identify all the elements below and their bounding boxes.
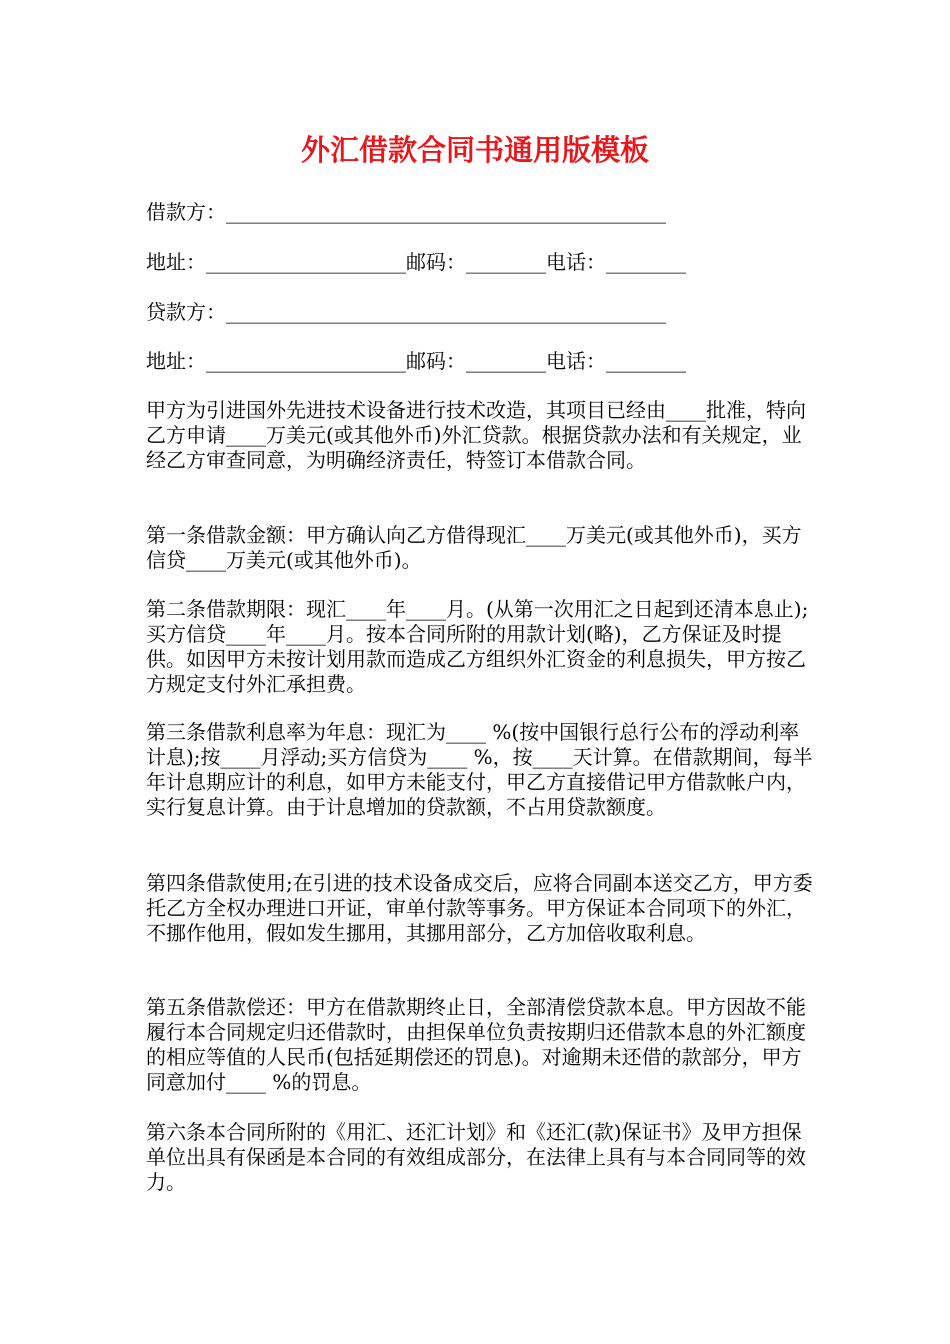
lender-field: 贷款方：____________________________________________: [146, 300, 666, 324]
intro-paragraph: 甲方为引进国外先进技术设备进行技术改造，其项目已经由____批准，特向乙方申请____万美元(或其他外币)外汇贷款。根据贷款办法和有关规定，业经乙方审查同意，为明确经济责任，特签订本借款合同。: [146, 398, 806, 472]
lender-address-field: 地址：____________________邮码：________电话：________: [146, 349, 686, 373]
article-2-paragraph: 第二条借款期限：现汇____年____月。(从第一次用汇之日起到还清本息止);买方信贷____年____月。按本合同所附的用款计划(略)，乙方保证及时提供。如因甲方未按计划用款而造成乙方组织外汇资金的利息损失，甲方按乙方规定支付外汇承担费。: [146, 597, 809, 696]
document-title: 外汇借款合同书通用版模板: [300, 133, 649, 167]
borrower-field: 借款方：____________________________________________: [146, 200, 666, 224]
article-6-paragraph: 第六条本合同所附的《用汇、还汇计划》和《还汇(款)保证书》及甲方担保单位出具有保函是本合同的有效组成部分，在法律上具有与本合同同等的效力。: [146, 1120, 806, 1194]
article-1-paragraph: 第一条借款金额：甲方确认向乙方借得现汇____万美元(或其他外币)，买方信贷____万美元(或其他外币)。: [146, 523, 802, 572]
borrower-address-field: 地址：____________________邮码：________电话：________: [146, 250, 686, 274]
article-3-paragraph: 第三条借款利息率为年息：现汇为____ %(按中国银行总行公布的浮动利率计息);按____月浮动;买方信贷为____ %，按____天计算。在借款期间，每半年计息期应计的利息，如甲方未能支付，甲乙方直接借记甲方借款帐户内，实行复息计算。由于计息增加的贷款额，不占用贷款额度。: [146, 720, 813, 819]
article-5-paragraph: 第五条借款偿还：甲方在借款期终止日，全部清偿贷款本息。甲方因故不能履行本合同规定归还借款时，由担保单位负责按期归还借款本息的外汇额度的相应等值的人民币(包括延期偿还的罚息)。对逾期未还借的款部分，甲方同意加付____ %的罚息。: [146, 995, 806, 1094]
article-4-paragraph: 第四条借款使用;在引进的技术设备成交后，应将合同副本送交乙方，甲方委托乙方全权办理进口开证，审单付款等事务。甲方保证本合同项下的外汇，不挪作他用，假如发生挪用，其挪用部分，乙方加倍收取利息。: [146, 871, 813, 945]
